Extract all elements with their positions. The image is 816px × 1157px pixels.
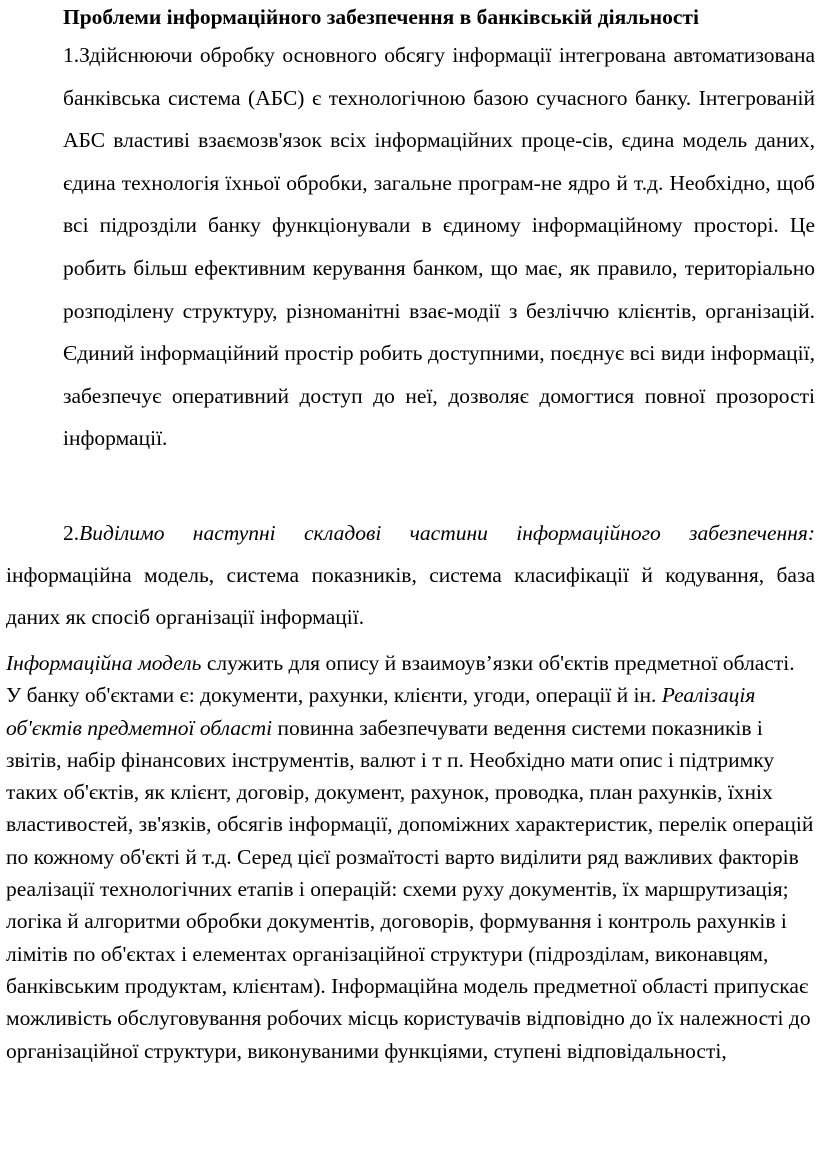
paragraph-2-text: інформаційна модель, система показників, система класифікації й кодування, база даних як спосіб організації інформації. — [6, 563, 815, 629]
paragraph-2 — [6, 512, 815, 638]
paragraph-3-text-1: служить для опису й взаимоув’язки об'єктів предметної області. У банку об'єктами є: документи, рахунки, клієнти, угоди, операції й ін. — [6, 651, 795, 708]
document-title: Проблеми інформаційного забезпечення в банківській діяльності — [63, 5, 699, 29]
paragraph-2-number: 2. — [63, 521, 80, 545]
paragraph-3 — [6, 647, 815, 1067]
paragraph-3-italic-lead: Інформаційна модель — [6, 651, 202, 675]
paragraph-2-italic-lead: Виділимо наступні складові частини інформаційного забезпечення: — [79, 521, 815, 545]
paragraph-3-text-2: повинна забезпечувати ведення системи показників і звітів, набір фінансових інструментів, валют і т п. Необхідно мати опис і підтримку таких об'єктів, як клієнт, договір, документ, рахунок, проводка, план рахунків, їхніх властивостей, зв'язків, обсягів інформації, допоміжних характеристик, перелік операцій по кожному об'єкті й т.д. Серед цієї розмаїтості варто виділити ряд важливих факторів реалізації технологічних етапів і операцій: схеми руху документів, їх маршрутизація; логіка й алгоритми обробки документів, договорів, формування і контроль рахунків і лімітів по об'єктах і елементах організаційної структури (підрозділам, виконавцям, банківським продуктам, клієнтам). Інформаційна модель предметної області припускає можливість обслуговування робочих місць користувачів відповідно до їх належності до організаційної структури, виконуваними функціями, ступені відповідальності, — [6, 715, 814, 1063]
paragraph-1: 1.Здійснюючи обробку основного обсягу інформації інтегрована автоматизована банківська система (АБС) є технологічною базою сучасного банку. Інтегрованій АБС властиві взаємозв'язок всіх інформаційних проце-сів, єдина модель даних, єдина технологія їхньої обробки, загальне програм-не ядро й т.д. Необхідно, щоб всі підрозділи банку функціонували в єдиному інформаційному просторі. Це робить більш ефективним керування банком, що має, як правило, територіально розподілену структуру, різноманітні взає-модії з безліччю клієнтів, організацій. Єдиний інформаційний простір робить доступними, поєднує всі види інформації, забезпечує оперативний доступ до неї, дозволяє домогтися повної прозорості інформації. — [63, 43, 815, 451]
paragraph-3-italic-mid: Реалізація об'єктів предметної області — [6, 683, 756, 740]
